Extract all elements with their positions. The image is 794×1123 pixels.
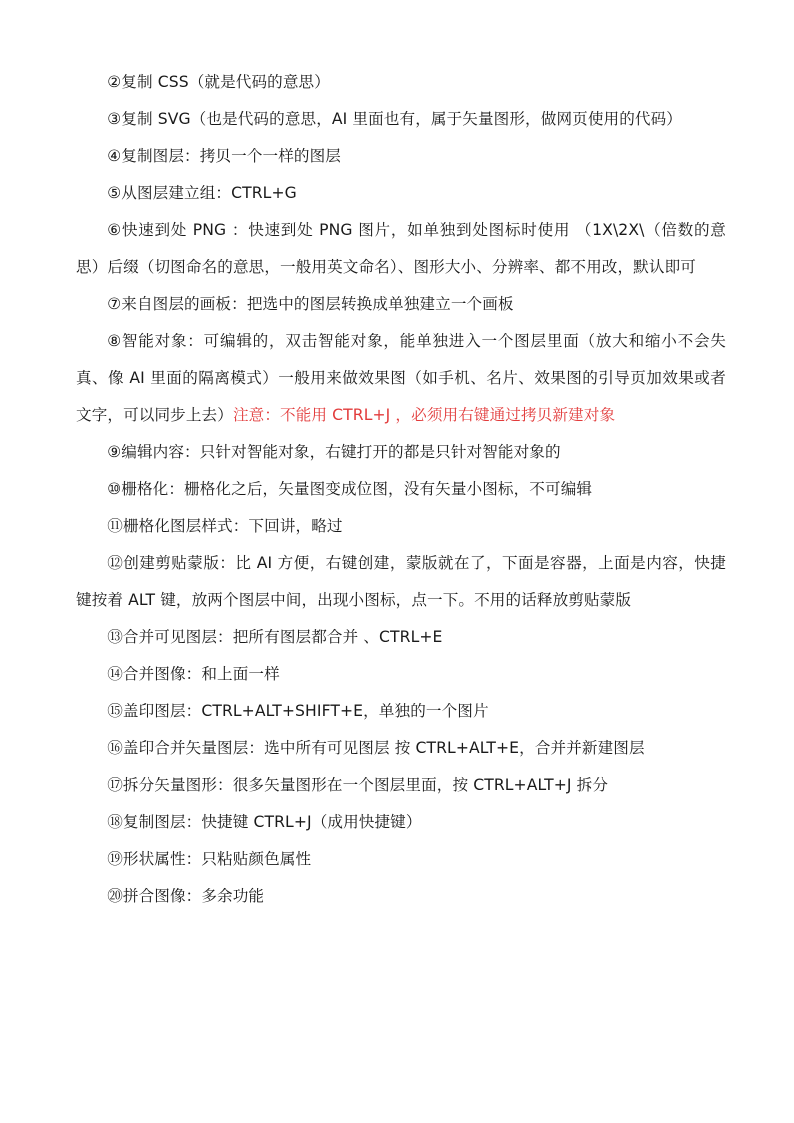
list-item-quick-export-png: ⑥快速到处 PNG ：快速到处 PNG 图片，如单独到处图标时使用 （1X\2X\（倍数的意思）后缀（切图命名的意思，一般用英文命名）、图形大小、分辨率、都不用改，默认即可 — [76, 221, 726, 276]
list-item-rasterize: ⑩栅格化：栅格化之后，矢量图变成位图，没有矢量小图标，不可编辑 — [107, 480, 593, 498]
list-item-smart-object: ⑧智能对象：可编辑的，双击智能对象，能单独进入一个图层里面（放大和缩小不会失真、像 AI 里面的隔离模式）一般用来做效果图（如手机、名片、效果图的引导页加效果或者文字，可以同步上去）注意：不能用 CTRL+J ，必须用右键通过拷贝新建对象 — [76, 332, 726, 424]
list-item-copy-svg: ③复制 SVG（也是代码的意思，AI 里面也有，属于矢量图形，做网页使用的代码） — [107, 110, 682, 128]
list-item-rasterize-layer-style: ⑪栅格化图层样式：下回讲，略过 — [107, 517, 343, 535]
list-item-copy-layer: ④复制图层：拷贝一个一样的图层 — [107, 147, 341, 165]
list-item-group-from-layers: ⑤从图层建立组：CTRL+G — [107, 184, 297, 202]
list-item-stamp-merge-vector: ⑯盖印合并矢量图层：选中所有可见图层 按 CTRL+ALT+E，合并并新建图层 — [107, 739, 645, 757]
list-item-duplicate-layer: ⑱复制图层：快捷键 CTRL+J（成用快捷键） — [107, 813, 422, 831]
smart-object-warning: 注意：不能用 CTRL+J ，必须用右键通过拷贝新建对象 — [232, 406, 616, 424]
list-item-copy-css: ②复制 CSS（就是代码的意思） — [107, 73, 330, 91]
list-item-edit-contents: ⑨编辑内容：只针对智能对象，右键打开的都是只针对智能对象的 — [107, 443, 561, 461]
list-item-clipping-mask: ⑫创建剪贴蒙版：比 AI 方便，右键创建，蒙版就在了，下面是容器，上面是内容，快捷键按着 ALT 键，放两个图层中间，出现小图标，点一下。不用的话释放剪贴蒙版 — [76, 554, 726, 609]
list-item-flatten-image: ⑳拼合图像：多余功能 — [107, 887, 265, 905]
list-item-merge-image: ⑭合并图像：和上面一样 — [107, 665, 280, 683]
list-item-artboard-from-layers: ⑦来自图层的画板：把选中的图层转换成单独建立一个画板 — [107, 295, 514, 313]
list-item-shape-attributes: ⑲形状属性：只粘贴颜色属性 — [107, 850, 312, 868]
list-item-merge-visible: ⑬合并可见图层：把所有图层都合并 、CTRL+E — [107, 628, 443, 646]
list-item-split-vector: ⑰拆分矢量图形：很多矢量图形在一个图层里面，按 CTRL+ALT+J 拆分 — [107, 776, 609, 794]
list-item-stamp-layer: ⑮盖印图层：CTRL+ALT+SHIFT+E，单独的一个图片 — [107, 702, 489, 720]
